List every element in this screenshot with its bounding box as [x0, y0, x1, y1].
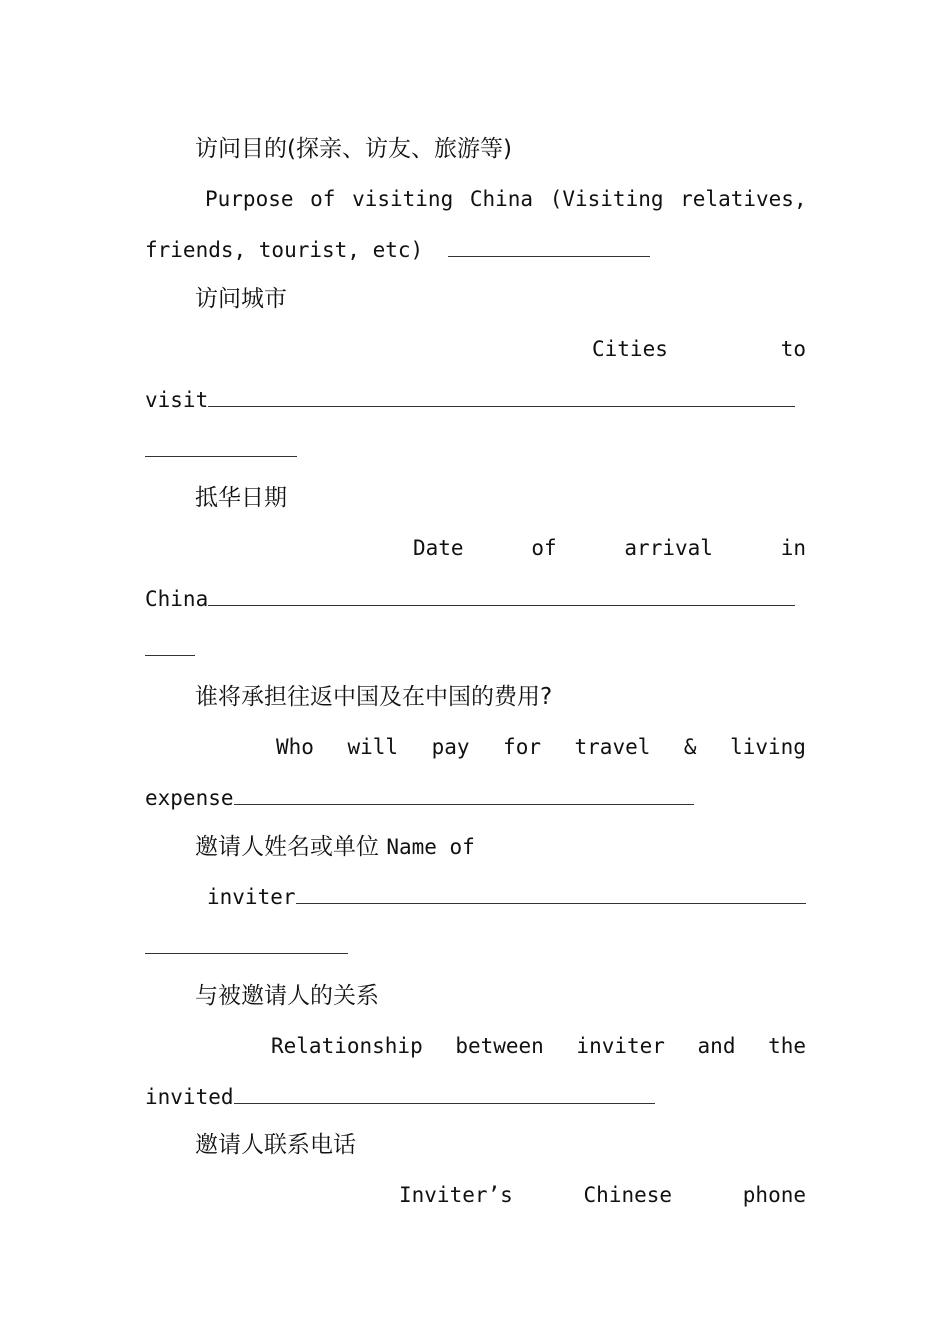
inviter-name-label-en-line2	[207, 879, 806, 913]
arrival-word: arrival	[624, 536, 713, 560]
relationship-label-en-line2-text: invited	[145, 1085, 234, 1109]
inviter-name-answer-field-continued[interactable]	[145, 929, 348, 954]
relationship-word: Relationship	[271, 1034, 423, 1058]
payer-answer-field[interactable]	[234, 780, 694, 805]
purpose-label-en-line1: Purpose of visiting China (Visiting relatives,	[205, 187, 807, 211]
arrival-label-en-line2	[145, 581, 806, 615]
payer-label-cn: 谁将承担往返中国及在中国的费用?	[195, 684, 553, 710]
payer-word: pay	[431, 735, 470, 759]
payer-word: living	[730, 735, 806, 759]
cities-label-en-line1	[592, 332, 806, 366]
cities-answer-continuation	[145, 432, 806, 466]
relationship-label-en-line1	[271, 1029, 806, 1063]
cities-word: Cities	[592, 337, 668, 361]
inviter-name-label	[195, 830, 856, 864]
arrival-label-en-line2-text: China	[145, 587, 209, 611]
payer-label-en-line1	[276, 730, 806, 764]
payer-word: for	[503, 735, 541, 759]
arrival-label-en-line1	[413, 531, 806, 565]
inviter-name-answer-field[interactable]	[296, 879, 806, 904]
cities-word: to	[780, 337, 806, 361]
arrival-answer-field-continued[interactable]	[145, 631, 195, 656]
relationship-word: and	[697, 1034, 736, 1058]
arrival-label-cn: 抵华日期	[195, 485, 287, 511]
arrival-word: of	[531, 536, 557, 560]
purpose-answer-field[interactable]	[448, 232, 650, 257]
inviter-name-label-cn: 邀请人姓名或单位	[195, 834, 379, 860]
cities-label-cn: 访问城市	[195, 286, 287, 312]
relationship-word: the	[768, 1034, 806, 1058]
payer-label-en-line2	[145, 780, 806, 814]
inviter-name-label-en: Name of	[386, 835, 475, 859]
cities-label-en-line2-text: visit	[145, 388, 209, 412]
purpose-label-cn: 访问目的(探亲、访友、旅游等)	[195, 136, 512, 162]
payer-label-en-line2-text: expense	[145, 786, 234, 810]
relationship-label-cn: 与被邀请人的关系	[195, 983, 379, 1009]
payer-word: Who	[276, 735, 314, 759]
cities-answer-field[interactable]	[208, 382, 795, 407]
purpose-label-en-line2-text: friends, tourist, etc)	[145, 238, 424, 262]
payer-word: travel	[574, 735, 651, 759]
arrival-word: in	[780, 536, 806, 560]
arrival-word: Date	[413, 536, 464, 560]
arrival-answer-continuation	[145, 631, 806, 665]
relationship-word: inviter	[576, 1034, 665, 1058]
inviter-name-answer-continuation	[145, 929, 806, 963]
relationship-word: between	[455, 1034, 544, 1058]
phone-label-en-line1	[399, 1178, 806, 1212]
phone-word: Inviter’s	[399, 1183, 513, 1207]
payer-word: &	[683, 735, 697, 759]
phone-word: Chinese	[583, 1183, 673, 1207]
payer-word: will	[347, 735, 399, 759]
relationship-label-en-line2	[145, 1079, 806, 1113]
phone-label-cn: 邀请人联系电话	[195, 1132, 356, 1158]
cities-answer-field-continued[interactable]	[145, 432, 297, 457]
inviter-name-label-en-line2-text: inviter	[207, 885, 296, 909]
cities-label-en-line2	[145, 382, 806, 416]
purpose-label-en-line2	[145, 232, 806, 266]
phone-word: phone	[742, 1183, 806, 1207]
relationship-answer-field[interactable]	[234, 1079, 655, 1104]
arrival-answer-field[interactable]	[208, 581, 795, 606]
